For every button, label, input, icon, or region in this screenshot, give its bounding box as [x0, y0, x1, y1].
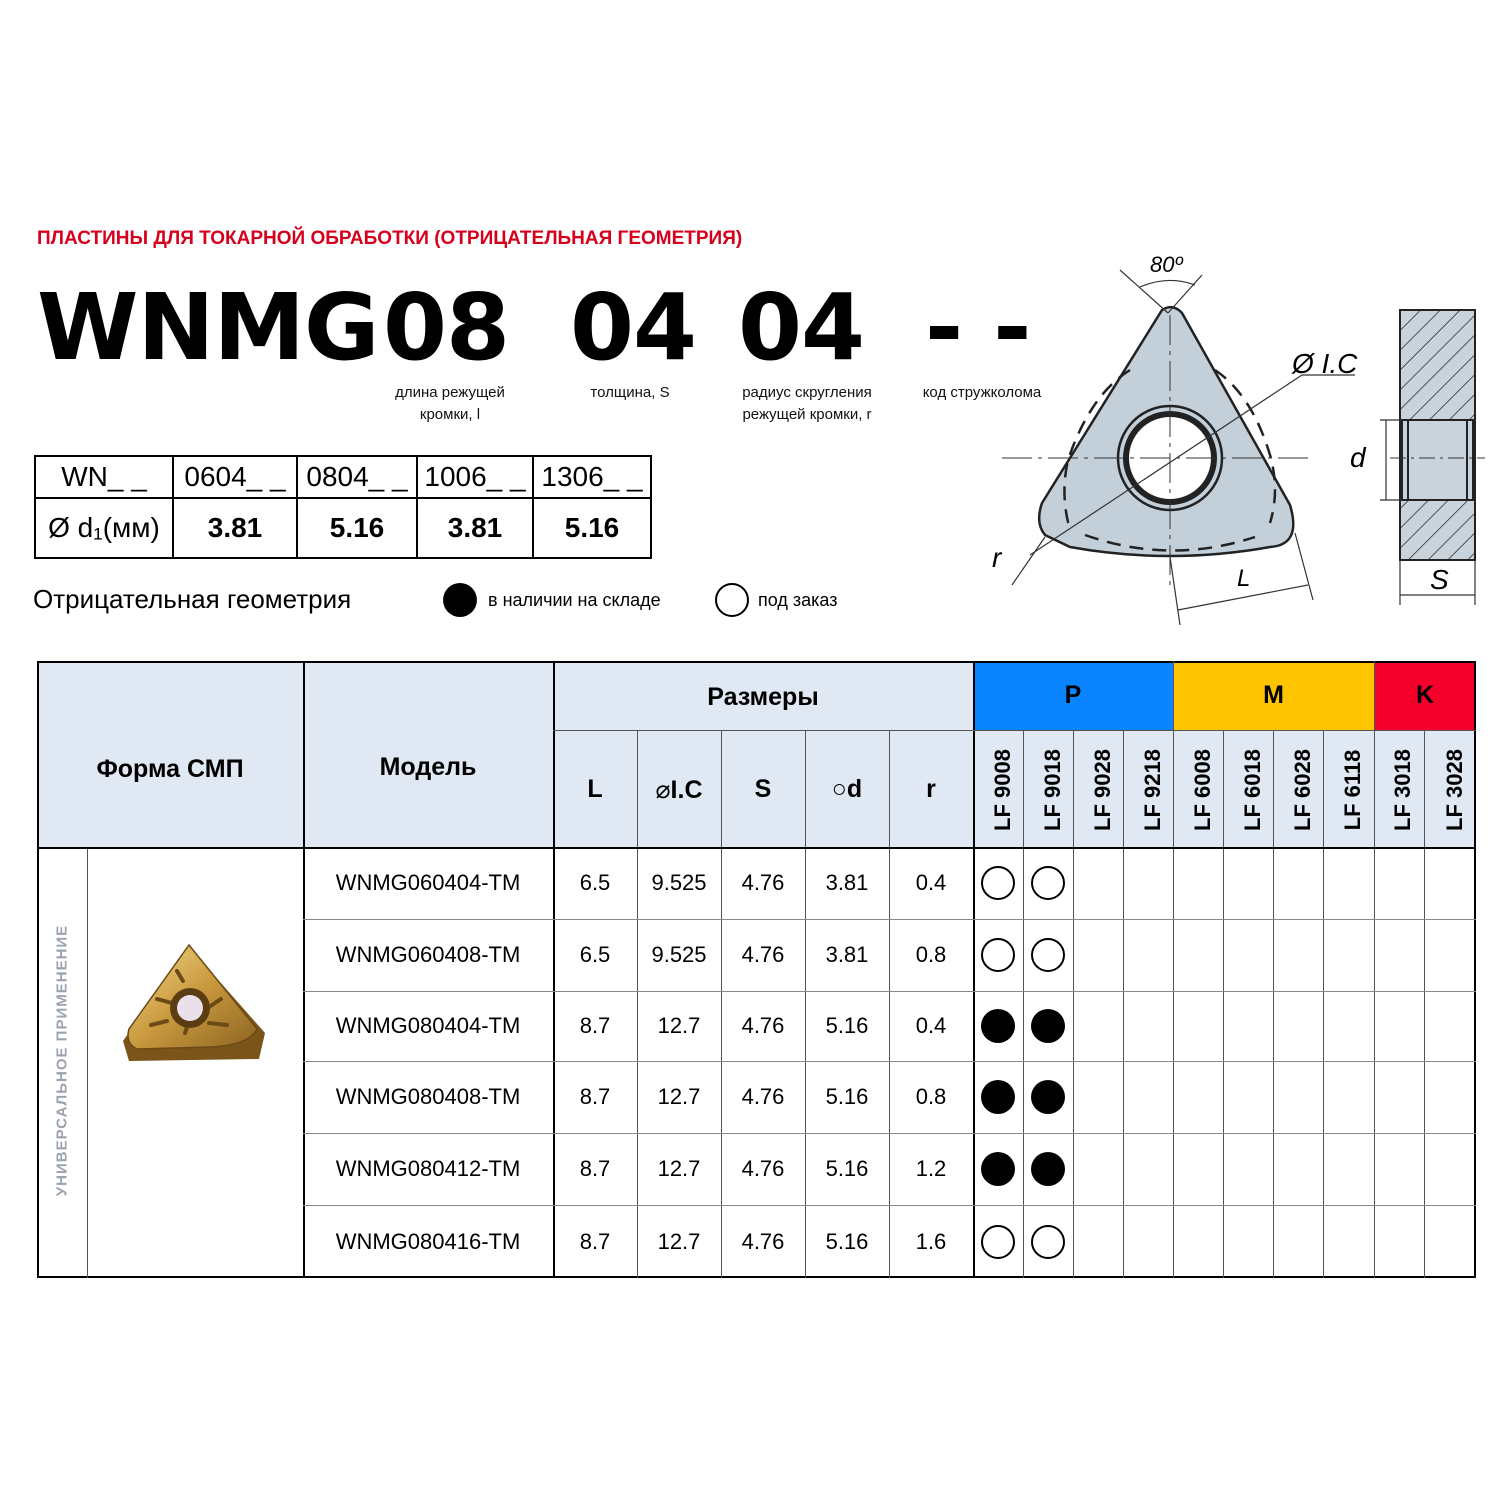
grade-label: LF 9008 [990, 749, 1015, 831]
grade-label: LF 9218 [1140, 749, 1165, 831]
caption-thickness: толщина, S [590, 384, 670, 401]
d1-value-cell: 5.16 [533, 498, 651, 558]
in-stock-icon [981, 1152, 1015, 1186]
size-value-l: 8.7 [579, 1013, 611, 1038]
caption-length: длина режущей кромки, l [395, 384, 505, 423]
size-value-s: 4.76 [741, 870, 785, 895]
size-value-ic: 12.7 [657, 1156, 701, 1181]
size-value-l: 8.7 [579, 1084, 611, 1109]
size-col-s: S [754, 775, 772, 803]
size-value-r: 1.6 [915, 1228, 947, 1254]
size-value-l: 8.7 [579, 1228, 611, 1254]
on-order-icon [981, 938, 1015, 972]
group-label-m: M [1263, 681, 1284, 709]
grade-label: LF 3028 [1442, 749, 1467, 831]
size-value-l: 8.7 [579, 1156, 611, 1181]
d1-table [34, 455, 652, 559]
on-order-icon [981, 866, 1015, 900]
d1-header-cell: 0804_ _ [297, 456, 417, 498]
in-stock-icon [981, 1009, 1015, 1043]
size-value-ic: 9.525 [651, 942, 707, 967]
size-value-r: 0.8 [915, 1084, 947, 1109]
size-value-l: 6.5 [579, 870, 611, 895]
size-value-d: 5.16 [825, 1156, 869, 1181]
group-label-k: K [1415, 681, 1435, 709]
legend-on-order: под заказ [758, 590, 838, 610]
size-col-ic: ⌀I.C [655, 776, 703, 804]
model-cell: WNMG080408-TM [335, 1084, 521, 1109]
code-part-thickness: 04 [570, 274, 697, 381]
d1-value-cell: 3.81 [173, 498, 297, 558]
code-part-chipbreaker: - - [925, 274, 1031, 381]
caption-chipbreaker: код стружколома [922, 384, 1042, 401]
model-cell: WNMG060404-TM [335, 870, 521, 895]
in-stock-icon [981, 1080, 1015, 1114]
d1-value-cell: 5.16 [297, 498, 417, 558]
legend-in-stock: в наличии на складе [488, 590, 661, 610]
product-table [37, 661, 1476, 1278]
code-part-radius: 04 [738, 274, 865, 381]
size-value-s: 4.76 [741, 1013, 785, 1038]
size-value-r: 0.8 [915, 942, 947, 967]
size-col-d: ○d [831, 775, 863, 803]
d-label: d [1350, 442, 1366, 473]
grade-label: LF 9018 [1040, 749, 1065, 831]
d1-header-cell: 1306_ _ [533, 456, 651, 498]
size-value-s: 4.76 [741, 1228, 785, 1254]
r-label: r [992, 542, 1002, 573]
on-order-icon [715, 583, 749, 617]
in-stock-icon [1031, 1152, 1065, 1186]
group-label-p: P [1064, 681, 1082, 709]
grade-label: LF 6118 [1340, 749, 1365, 831]
d1-header-cell: 0604_ _ [173, 456, 297, 498]
model-cell: WNMG080412-TM [335, 1156, 521, 1181]
grade-label: LF 3018 [1390, 749, 1415, 831]
size-value-r: 0.4 [915, 870, 947, 895]
in-stock-icon [1031, 1080, 1065, 1114]
model-cell: WNMG080416-TM [335, 1228, 521, 1254]
on-order-icon [1031, 938, 1065, 972]
size-value-d: 5.16 [825, 1084, 869, 1109]
code-part-length: 08 [383, 274, 510, 381]
size-value-r: 0.4 [915, 1013, 947, 1038]
size-value-d: 5.16 [825, 1228, 869, 1254]
d1-row-label: Ø d₁(мм) [35, 498, 173, 558]
col-shape-header: Форма СМП [96, 755, 244, 783]
on-order-icon [1031, 1225, 1065, 1259]
page-title: ПЛАСТИНЫ ДЛЯ ТОКАРНОЙ ОБРАБОТКИ (ОТРИЦАТЕЛЬНАЯ ГЕОМЕТРИЯ) [37, 228, 743, 249]
size-value-l: 6.5 [579, 942, 611, 967]
d1-header-cell: 1006_ _ [417, 456, 533, 498]
grade-label: LF 6018 [1240, 749, 1265, 831]
code-part-shape: WNMG [37, 274, 379, 381]
in-stock-icon [1031, 1009, 1065, 1043]
size-value-r: 1.2 [915, 1156, 947, 1181]
grade-label: LF 6028 [1290, 749, 1315, 831]
size-col-r: r [926, 775, 936, 803]
size-value-d: 3.81 [825, 870, 869, 895]
size-value-s: 4.76 [741, 1084, 785, 1109]
l-label: L [1237, 565, 1251, 592]
size-value-d: 3.81 [825, 942, 869, 967]
model-cell: WNMG080404-TM [335, 1013, 521, 1038]
insert-photo [117, 941, 267, 1071]
on-order-icon [981, 1225, 1015, 1259]
size-value-ic: 12.7 [657, 1084, 701, 1109]
d1-value-cell: 3.81 [417, 498, 533, 558]
model-cell: WNMG060408-TM [335, 942, 521, 967]
col-sizes-header: Размеры [707, 683, 819, 711]
application-label: УНИВЕРСАЛЬНОЕ ПРИМЕНЕНИЕ [53, 924, 71, 1197]
size-value-s: 4.76 [741, 942, 785, 967]
grade-label: LF 6008 [1190, 749, 1215, 831]
size-col-l: L [587, 775, 603, 803]
grade-label: LF 9028 [1090, 749, 1115, 831]
size-value-ic: 12.7 [657, 1013, 701, 1038]
angle-label: 80º [1150, 252, 1183, 277]
col-model-header: Модель [379, 753, 477, 781]
size-value-d: 5.16 [825, 1013, 869, 1038]
s-label: S [1430, 564, 1449, 595]
on-order-icon [1031, 866, 1065, 900]
caption-radius: радиус скругления режущей кромки, r [742, 384, 872, 423]
d1-header-cell: WN_ _ [35, 456, 173, 498]
in-stock-icon [443, 583, 477, 617]
size-value-s: 4.76 [741, 1156, 785, 1181]
legend-geometry: Отрицательная геометрия [33, 584, 352, 614]
size-value-ic: 9.525 [651, 870, 707, 895]
size-value-ic: 12.7 [657, 1228, 701, 1254]
ic-label: Ø I.C [1292, 348, 1358, 379]
